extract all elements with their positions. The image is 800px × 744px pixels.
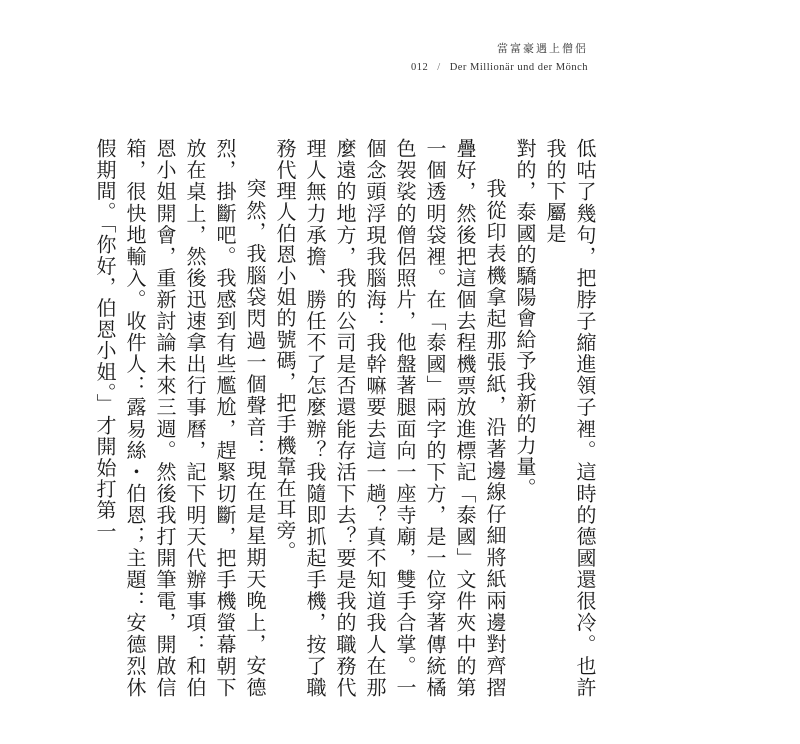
running-line <box>411 62 588 73</box>
body-paragraph: 我從印表機拿起那張紙，沿著邊線仔細將紙兩邊對齊摺疊好，然後把這個去程機票放進標記「泰國」文件夾中的第一個透明袋裡。在「泰國」兩字的下方，是一位穿著傳統橘色袈裟的僧侶照片，他盤著腿面向一座寺廟，雙手合掌。一個念頭浮現我腦海：我幹嘛要去這一趟？真不知道我人在那麼遠的地方，我的公司是否還能存活下去？要是我的職務代理人無力承擔、勝任不了怎麼辦？我隨即抓起手機，按了職務代理人伯恩小姐的號碼，把手機靠在耳旁。 <box>273 138 507 698</box>
vertical-body-text <box>93 138 600 698</box>
body-paragraph: 突然，我腦袋閃過一個聲音：現在是星期天晚上，安德烈，掛斷吧。我感到有些尷尬，趕緊切斷，把手機螢幕朝下放在桌上，然後迅速拿出行事曆，記下明天代辦事項：和伯恩小姐開會，重新討論未來三週。然後我打開筆電，開啟信箱，很快地輸入。收件人：露易絲・伯恩；主題：安德烈休假期間。「你好，伯恩小姐。」才開始打第一 <box>93 138 267 698</box>
running-header <box>411 40 588 73</box>
book-title: 當富豪遇上僧侶 <box>497 42 588 55</box>
separator: / <box>437 62 441 73</box>
german-title: Der Millionär und der Mönch <box>449 62 588 73</box>
body-paragraph: 對的，泰國的驕陽會給予我新的力量。 <box>513 138 537 499</box>
lead-line: 低咕了幾句，把脖子縮進領子裡。這時的德國還很冷。也許我的下屬是 <box>543 138 597 698</box>
page-number: 012 <box>411 62 429 73</box>
